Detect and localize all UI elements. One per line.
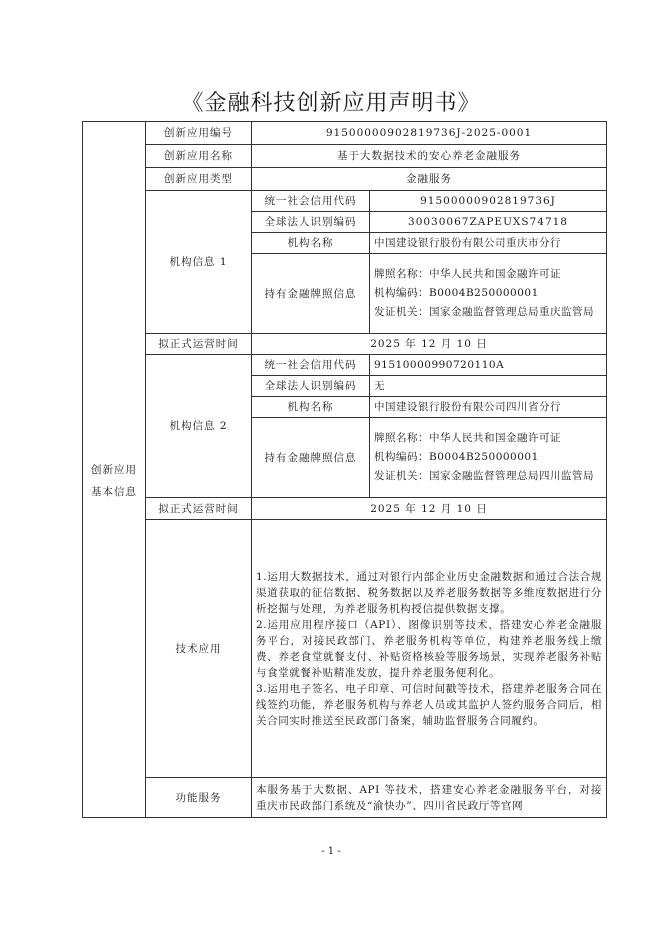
tech-paragraph-3: 3.运用电子签名、电子印章、可信时间戳等技术，搭建养老服务合同在线签约功能，养老服务机构与养老人员或其监护人签约服务合同后，相关合同实时推送至民政部门备案，辅助监督服务合同履约。 xyxy=(256,682,603,727)
org1-lei: 30030067ZAPEUXS74718 xyxy=(370,212,607,233)
org2-license-code: 机构编码：B0004B250000001 xyxy=(374,451,539,463)
tech-content xyxy=(252,520,607,778)
tech-label: 技术应用 xyxy=(146,520,252,778)
org1-op-time-label: 拟正式运营时间 xyxy=(146,334,252,355)
org1-name-label: 机构名称 xyxy=(252,233,370,254)
org2-credit-code: 91510000990720110A xyxy=(370,355,607,376)
org2-license-name: 牌照名称：中华人民共和国金融许可证 xyxy=(374,432,561,444)
org1-lei-label: 全球法人识别编码 xyxy=(252,212,370,233)
org1-license-name: 牌照名称：中华人民共和国金融许可证 xyxy=(374,268,561,280)
org1-license-code: 机构编码：B0004B250000001 xyxy=(374,287,539,299)
org1-credit-code: 91500000902819736J xyxy=(370,191,607,212)
org1-license-label: 持有金融牌照信息 xyxy=(252,254,370,334)
app-type-label: 创新应用类型 xyxy=(146,168,252,191)
func-content: 本服务基于大数据、API 等技术，搭建安心养老金融服务平台，对接重庆市民政部门系统及“渝快办”、四川省民政厅等官网 xyxy=(252,778,607,818)
app-name-value: 基于大数据技术的安心养老金融服务 xyxy=(252,145,607,168)
page-number: - 1 - xyxy=(321,846,341,857)
org2-label: 机构信息 2 xyxy=(146,355,252,498)
org2-name: 中国建设银行股份有限公司四川省分行 xyxy=(370,397,607,418)
org2-lei-label: 全球法人识别编码 xyxy=(252,376,370,397)
org2-license-issuer: 发证机关：国家金融监督管理总局四川监管局 xyxy=(374,470,594,482)
org1-op-time: 2025 年 12 月 10 日 xyxy=(252,334,607,355)
org1-label: 机构信息 1 xyxy=(146,191,252,334)
tech-paragraph-2: 2.运用应用程序接口（API）、图像识别等技术，搭建安心养老金融服务平台，对接民政部门、养老服务机构等单位，构建养老服务线上缴费、养老食堂就餐支付、补贴资格核验等服务场景，实现养老服务补贴与食堂就餐补贴精准发放，提升养老服务便利化。 xyxy=(256,618,603,679)
org2-op-time-label: 拟正式运营时间 xyxy=(146,498,252,520)
app-type-value: 金融服务 xyxy=(252,168,607,191)
org1-license-issuer: 发证机关：国家金融监督管理总局重庆监管局 xyxy=(374,306,594,318)
declaration-table xyxy=(82,121,607,818)
app-id-label: 创新应用编号 xyxy=(146,122,252,145)
org2-license-info xyxy=(370,418,607,498)
app-id-value: 91500000902819736J-2025-0001 xyxy=(252,122,607,145)
org2-license-label: 持有金融牌照信息 xyxy=(252,418,370,498)
app-name-label: 创新应用名称 xyxy=(146,145,252,168)
func-label: 功能服务 xyxy=(146,778,252,818)
document-title: 《金融科技创新应用声明书》 xyxy=(181,91,481,116)
section-label: 创新应用 基本信息 xyxy=(83,122,146,818)
org2-lei: 无 xyxy=(370,376,607,397)
org2-name-label: 机构名称 xyxy=(252,397,370,418)
org1-license-info xyxy=(370,254,607,334)
tech-paragraph-1: 1.运用大数据技术，通过对银行内部企业历史金融数据和通过合法合规渠道获取的征信数据、税务数据以及养老服务数据等多维度数据进行分析挖掘与处理，为养老服务机构授信提供数据支撑。 xyxy=(256,570,603,615)
org2-op-time: 2025 年 12 月 10 日 xyxy=(252,498,607,520)
org2-credit-code-label: 统一社会信用代码 xyxy=(252,355,370,376)
org1-credit-code-label: 统一社会信用代码 xyxy=(252,191,370,212)
org1-name: 中国建设银行股份有限公司重庆市分行 xyxy=(370,233,607,254)
